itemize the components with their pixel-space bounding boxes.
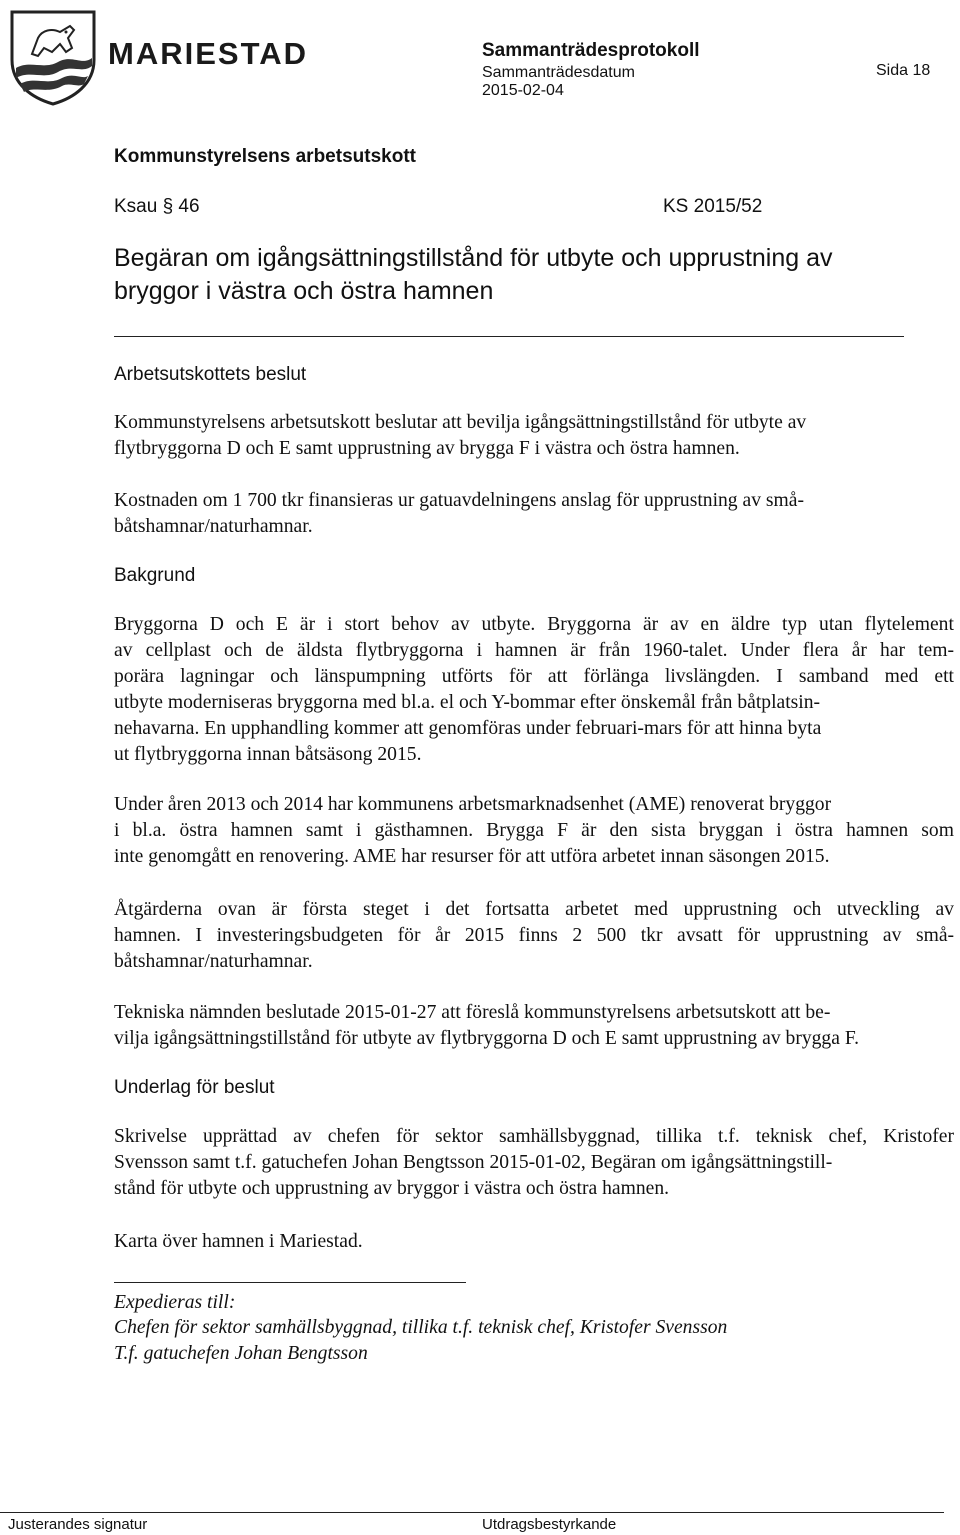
text-line: i bl.a. östra hamnen samt i gästhamnen. Brygga F är den sista bryggan i östra hamnen som <box>114 820 954 841</box>
mariestad-coat-of-arms-icon <box>8 8 98 106</box>
basis-paragraph-2 <box>114 1229 954 1255</box>
text-line: vilja igångsättningstillstånd för utbyte av flytbryggorna D och E samt upprustning av brygga F. <box>114 1028 860 1049</box>
title-divider <box>114 336 904 337</box>
paragraph-reference: Ksau § 46 <box>114 196 200 217</box>
footer-signature-label: Justerandes signatur <box>8 1516 148 1533</box>
text-line: Bryggorna D och E är i stort behov av utbyte. Bryggorna är av en äldre typ utan flytelement <box>114 614 954 635</box>
section-heading-decision: Arbetsutskottets beslut <box>114 364 307 385</box>
dispatch-divider <box>114 1282 466 1283</box>
footer-certification-label: Utdragsbestyrkande <box>482 1516 617 1533</box>
text-line: Kostnaden om 1 700 tkr finansieras ur gatuavdelningens anslag för upprustning av små- <box>114 490 804 511</box>
document-type: Sammanträdesprotokoll <box>482 40 700 61</box>
text-line: Svensson samt t.f. gatuchefen Johan Bengtsson 2015-01-02, Begäran om igångsättningstill- <box>114 1152 833 1173</box>
background-paragraph-3 <box>114 897 954 975</box>
text-line: båtshamnar/naturhamnar. <box>114 516 313 537</box>
text-line: stånd för utbyte och upprustning av bryggor i västra och östra hamnen. <box>114 1178 670 1199</box>
meeting-date-label: Sammanträdesdatum <box>482 64 635 81</box>
background-paragraph-2 <box>114 792 954 870</box>
page-number: Sida 18 <box>876 62 931 79</box>
section-heading-background: Bakgrund <box>114 565 196 586</box>
text-line: Karta över hamnen i Mariestad. <box>114 1231 363 1252</box>
decision-paragraph-2 <box>114 488 954 540</box>
page-title: Begäran om igångsättningstillstånd för utbyte och upprustning av bryggor i västra och östra hamnen <box>114 244 833 305</box>
text-line: Åtgärderna ovan är första steget i det fortsatta arbetet med upprustning och utveckling av <box>114 899 954 920</box>
brand-name: MARIESTAD <box>108 36 308 71</box>
text-line: av cellplast och de äldsta flytbryggorna i hamnen är från 1960-talet. Under flera år har tem- <box>114 640 955 661</box>
text-line: båtshamnar/naturhamnar. <box>114 951 313 972</box>
text-line: utbyte moderniseras bryggorna med bl.a. el och Y-bommar efter önskemål från båtplatsin- <box>114 692 821 713</box>
dispatch-label: Expedieras till: <box>114 1292 236 1313</box>
text-line: nehavarna. En upphandling kommer att genomföras under februari-mars för att hinna byta <box>114 718 822 739</box>
decision-paragraph-1 <box>114 410 954 462</box>
text-line: Kommunstyrelsens arbetsutskott beslutar att bevilja igångsättningstillstånd för utbyte av <box>114 412 807 433</box>
text-line: flytbryggorna D och E samt upprustning av brygga F i västra och östra hamnen. <box>114 438 740 459</box>
text-line: Skrivelse upprättad av chefen för sektor samhällsbyggnad, tillika t.f. teknisk chef, Kristofer <box>114 1126 955 1147</box>
text-line: Tekniska nämnden beslutade 2015-01-27 att föreslå kommunstyrelsens arbetsutskott att be- <box>114 1002 831 1023</box>
background-paragraph-4 <box>114 1000 954 1052</box>
background-paragraph-1 <box>114 612 954 768</box>
text-line: inte genomgått en renovering. AME har resurser för att utföra arbetet innan säsongen 2015. <box>114 846 830 867</box>
footer-divider <box>0 1512 944 1513</box>
case-number: KS 2015/52 <box>663 196 763 217</box>
text-line: porära lagningar och länspumpning utförts för att förlänga livslängden. I samband med ett <box>114 666 954 687</box>
section-heading-basis: Underlag för beslut <box>114 1077 275 1098</box>
meeting-date-value: 2015-02-04 <box>482 82 564 99</box>
basis-paragraph-1 <box>114 1124 954 1202</box>
committee-name: Kommunstyrelsens arbetsutskott <box>114 146 416 167</box>
text-line: Under åren 2013 och 2014 har kommunens arbetsmarknadsenhet (AME) renoverat bryggor <box>114 794 832 815</box>
dispatch-recipient: Chefen för sektor samhällsbyggnad, tillika t.f. teknisk chef, Kristofer Svensson <box>114 1317 728 1338</box>
dispatch-recipient: T.f. gatuchefen Johan Bengtsson <box>114 1343 368 1364</box>
text-line: hamnen. I investeringsbudgeten för år 2015 finns 2 500 tkr avsatt för upprustning av små- <box>114 925 955 946</box>
text-line: ut flytbryggorna innan båtsäsong 2015. <box>114 744 422 765</box>
